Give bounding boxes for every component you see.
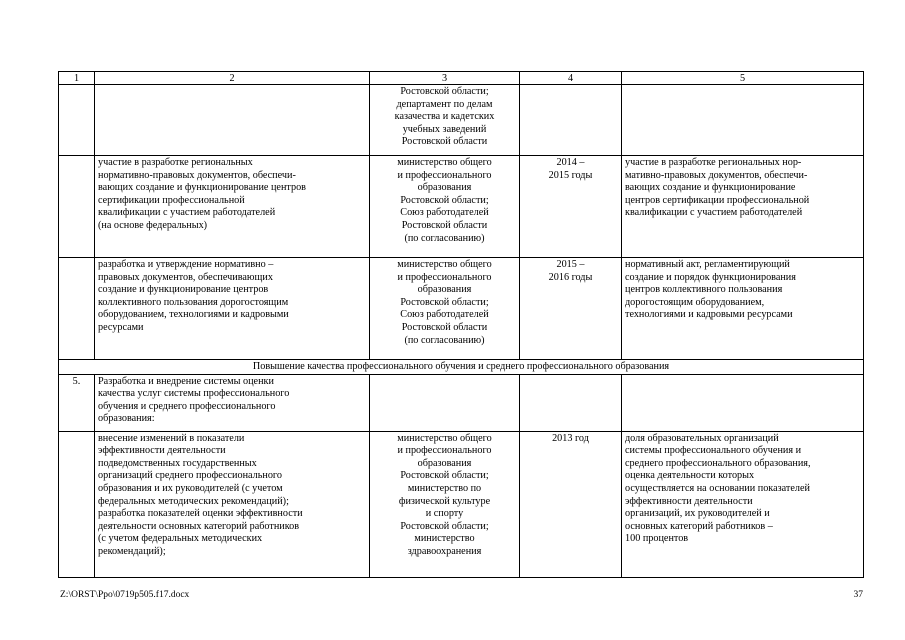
executor-cell: [370, 374, 520, 431]
result-cell: [622, 374, 864, 431]
table-row: [59, 85, 864, 156]
page-number: 37: [853, 590, 863, 600]
task-cell: [95, 85, 370, 156]
result-cell: доля образовательных организаций системы профессионального обучения и среднего профессионального образования, оценка деятельности которых осуществляется на основании показателей эффективности деятельности организаций, их руководителей и основных категорий работников – 100 процентов: [622, 431, 864, 577]
result-cell: [622, 85, 864, 156]
executor-cell: министерство общего и профессионального образования Ростовской области; Союз работодателей Ростовской области (по согласованию): [370, 156, 520, 258]
period-cell: 2013 год: [520, 431, 622, 577]
row-number: [59, 85, 95, 156]
header-col-3: 3: [370, 72, 520, 85]
section-heading-row: [59, 360, 864, 375]
plan-table: [58, 71, 864, 578]
result-cell: участие в разработке региональных нор- мативно-правовых документов, обеспечи- вающих создание и функционирование центров сертификации профессиональной квалификации с участием работодателей: [622, 156, 864, 258]
executor-cell: Ростовской области; департамент по делам казачества и кадетских учебных заведений Ростовской области: [370, 85, 520, 156]
table-header-row: [59, 72, 864, 85]
row-number: 5.: [59, 374, 95, 431]
task-cell: разработка и утверждение нормативно – правовых документов, обеспечивающих создание и функционирование центров коллективного пользования дорогостоящим оборудованием, технологиями и кадровыми ресурсами: [95, 258, 370, 360]
header-col-2: 2: [95, 72, 370, 85]
executor-cell: министерство общего и профессионального образования Ростовской области; министерство по физической культуре и спорту Ростовской области; министерство здравоохранения: [370, 431, 520, 577]
task-cell: Разработка и внедрение системы оценки качества услуг системы профессионального обучения и среднего профессионального образования:: [95, 374, 370, 431]
period-cell: [520, 374, 622, 431]
row-number: [59, 258, 95, 360]
result-cell: нормативный акт, регламентирующий создание и порядок функционирования центров коллективного пользования дорогостоящим оборудованием, технологиями и кадровыми ресурсами: [622, 258, 864, 360]
period-cell: 2015 – 2016 годы: [520, 258, 622, 360]
document-file-path: Z:\ORST\Ppo\0719p505.f17.docx: [60, 590, 190, 600]
section-title: Повышение качества профессионального обучения и среднего профессионального образования: [59, 360, 864, 375]
period-cell: [520, 85, 622, 156]
table-row: [59, 156, 864, 258]
row-number: [59, 156, 95, 258]
task-cell: участие в разработке региональных нормативно-правовых документов, обеспечи- вающих создание и функционирование центров сертификации профессиональной квалификации с участием работодателей (на основе федеральных): [95, 156, 370, 258]
header-col-4: 4: [520, 72, 622, 85]
table-row: [59, 258, 864, 360]
header-col-1: 1: [59, 72, 95, 85]
table-row: [59, 374, 864, 431]
header-col-5: 5: [622, 72, 864, 85]
row-number: [59, 431, 95, 577]
table-row: [59, 431, 864, 577]
executor-cell: министерство общего и профессионального образования Ростовской области; Союз работодателей Ростовской области (по согласованию): [370, 258, 520, 360]
period-cell: 2014 – 2015 годы: [520, 156, 622, 258]
task-cell: внесение изменений в показатели эффективности деятельности подведомственных государственных организаций среднего профессионального образования и их руководителей (с учетом федеральных методических рекомендаций); разработка показателей оценки эффективности деятельности основных категорий работников (с учетом федеральных методических рекомендаций);: [95, 431, 370, 577]
